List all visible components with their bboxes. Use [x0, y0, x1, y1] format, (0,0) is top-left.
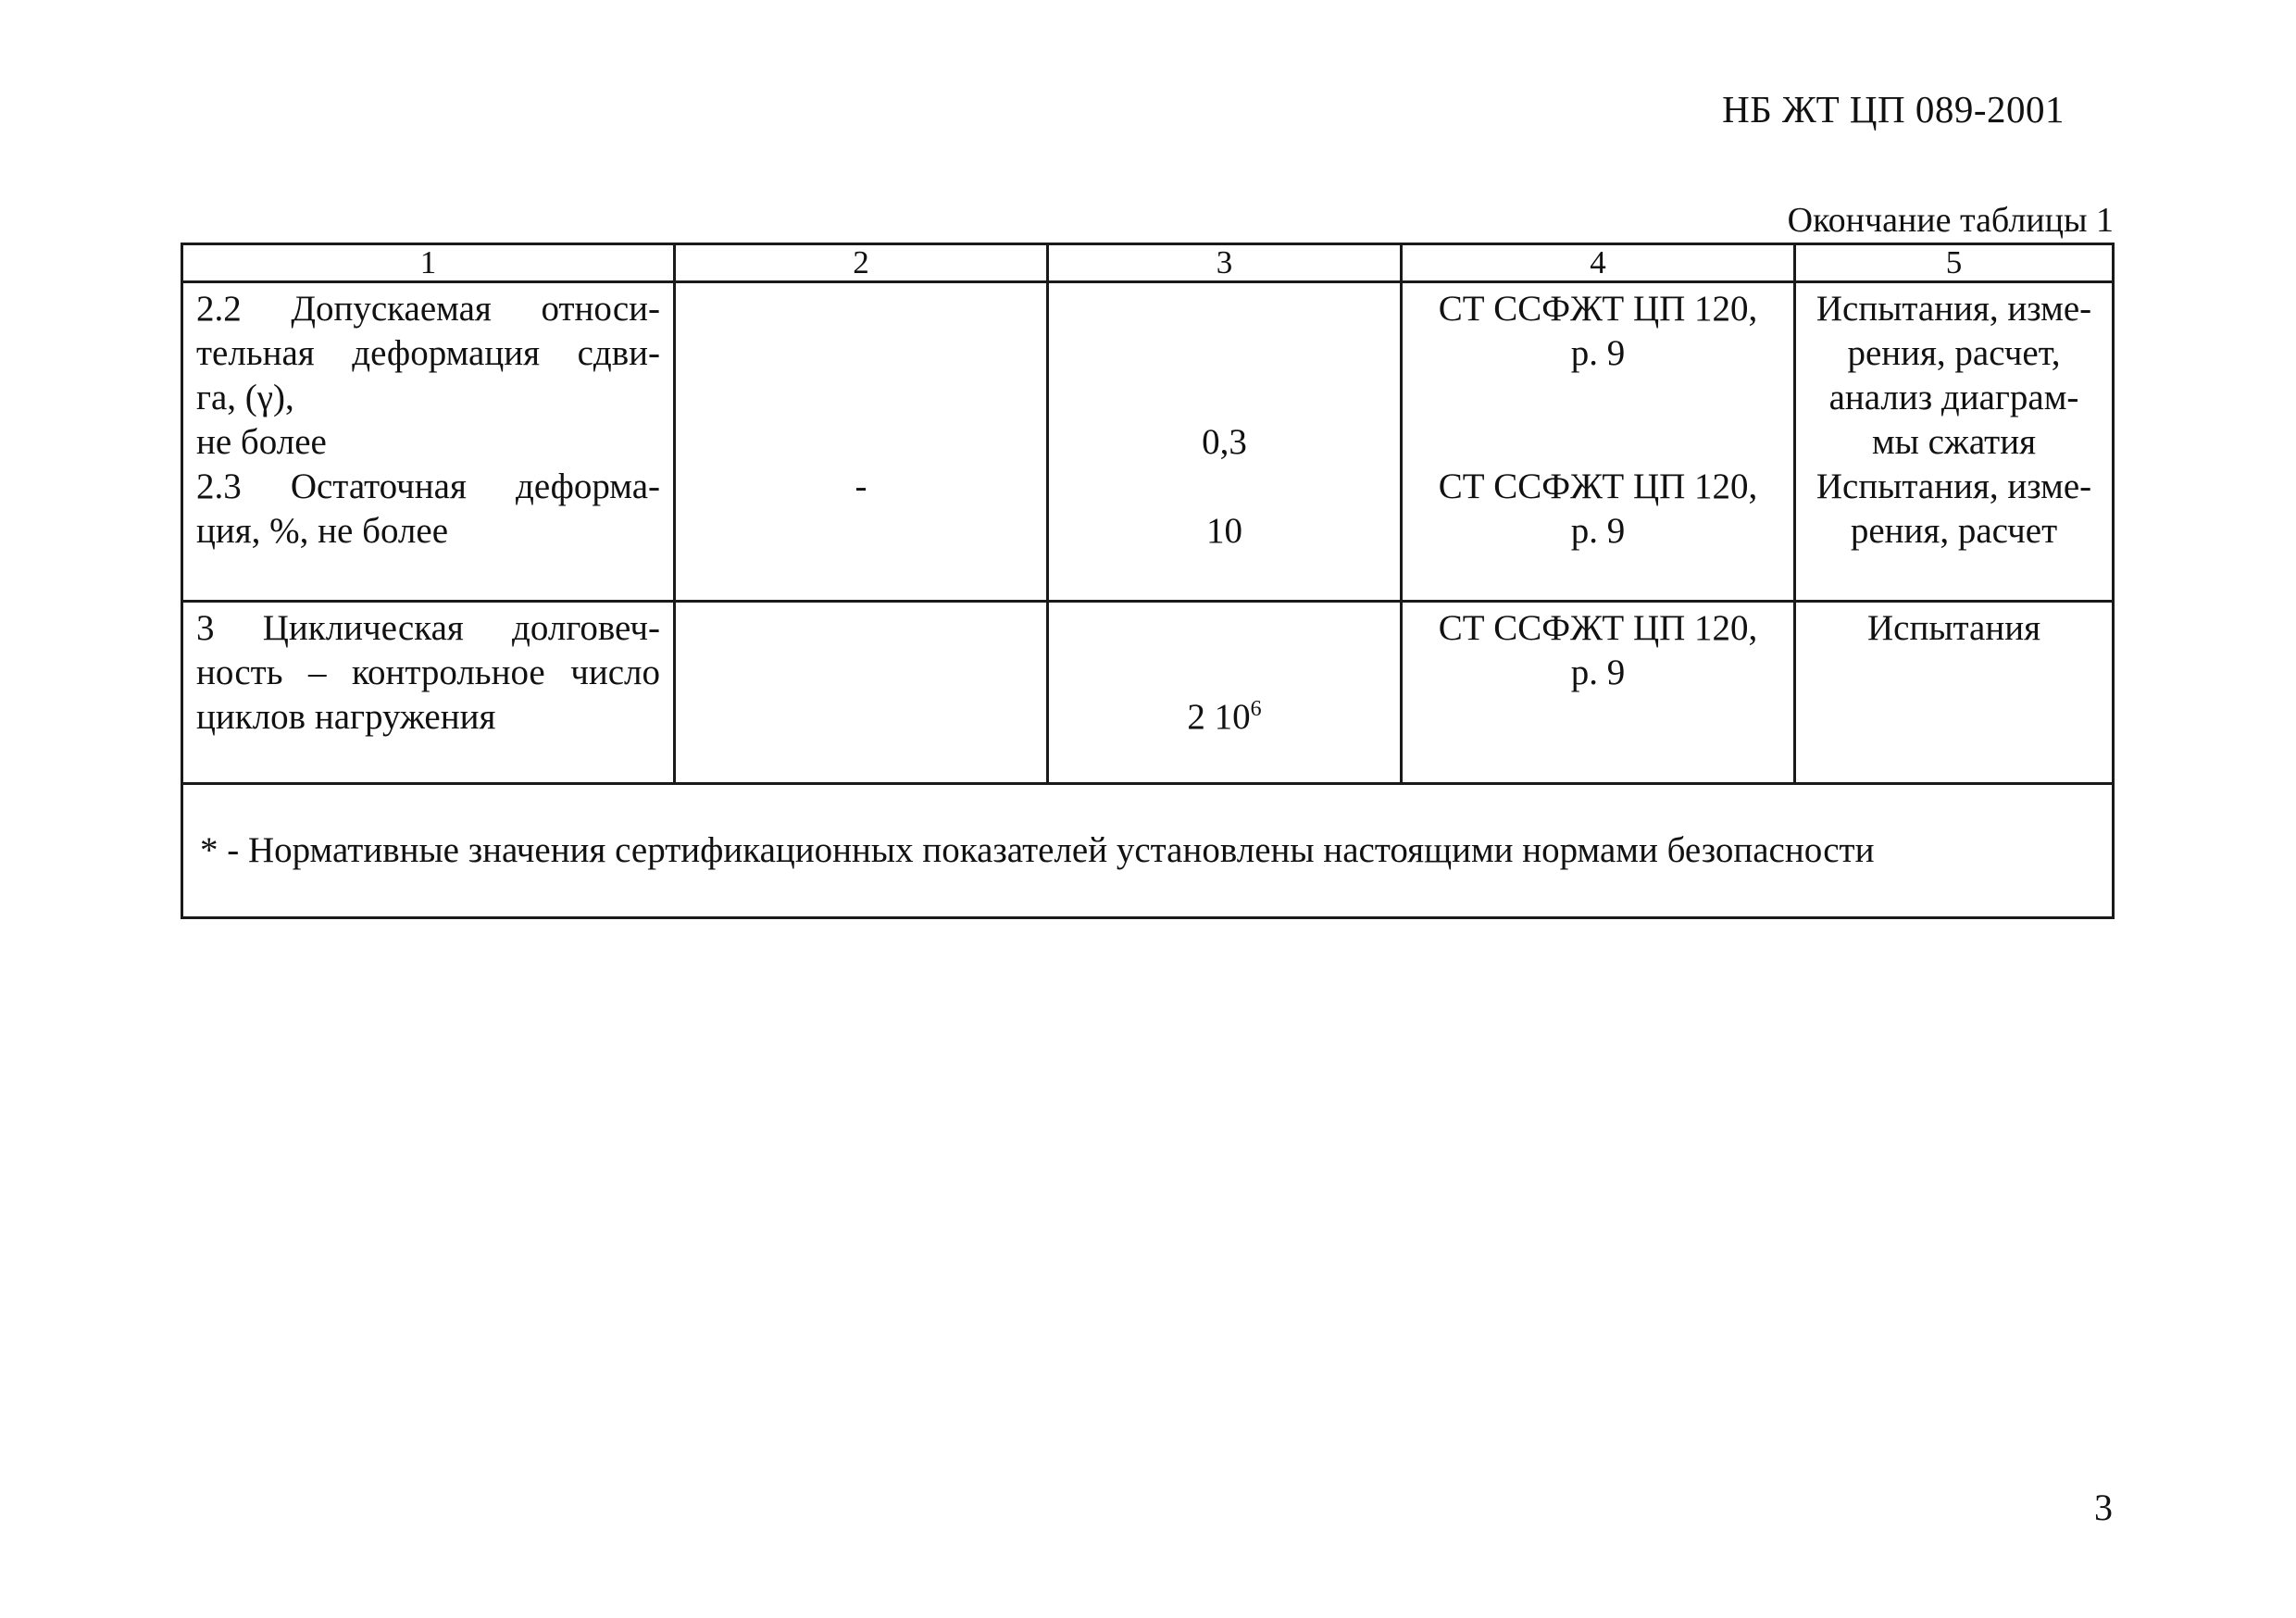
table-row-2-2-and-2-3 — [182, 282, 2114, 602]
norm-value-cell — [1048, 602, 1402, 784]
indicator-name-cell — [182, 282, 675, 602]
row-2-2-name-line-3: га, (γ), — [196, 378, 294, 417]
row-2-3-approach-line-1: Испытания, изме- — [1816, 467, 2092, 506]
test-method-cell — [1402, 602, 1795, 784]
footnote: * - Нормативные значения сертификационных показателей установлены настоящими нормами безопасности — [182, 784, 2114, 918]
table-footnote-row — [182, 784, 2114, 918]
column-number-5: 5 — [1795, 244, 2114, 282]
row-2-2-method-line-2: р. 9 — [1570, 333, 1626, 373]
row-3-name-line-1: 3 Циклическая долговеч- — [196, 608, 660, 648]
spacer — [1416, 376, 1780, 420]
row-3-approach: Испытания — [1866, 608, 2041, 648]
row-3-name-line-2: ность – контрольное число — [196, 653, 660, 692]
column-number-4: 4 — [1402, 244, 1795, 282]
table-header-row — [182, 244, 2114, 282]
spacer — [1416, 420, 1780, 465]
row-2-2-approach-line-4: мы сжатия — [1871, 422, 2037, 462]
row-2-3-method-line-2: р. 9 — [1570, 511, 1626, 551]
requirements-table — [181, 243, 2115, 919]
verification-approach-cell — [1795, 282, 2114, 602]
row-3-name-line-3: циклов нагружения — [196, 697, 496, 737]
test-method-cell — [1402, 282, 1795, 602]
table-caption: Окончание таблицы 1 — [1787, 201, 2114, 240]
document-code: НБ ЖТ ЦП 089-2001 — [1722, 88, 2065, 131]
row-2-3-value: 10 — [1206, 511, 1242, 551]
row-2-2-name-line-1: 2.2 Допускаемая относи- — [196, 289, 660, 329]
normative-doc-cell-empty — [675, 602, 1048, 784]
column-number-3: 3 — [1048, 244, 1402, 282]
dash-value: - — [855, 467, 867, 506]
row-2-3-name-line-1: 2.3 Остаточная деформа- — [196, 467, 660, 506]
table-row-3 — [182, 602, 2114, 784]
row-3-value — [1049, 695, 1400, 740]
row-2-2-approach-line-1: Испытания, изме- — [1816, 289, 2092, 329]
normative-doc-cell — [675, 282, 1048, 602]
column-number-1: 1 — [182, 244, 675, 282]
row-2-2-name-line-4: не более — [196, 422, 327, 462]
row-3-value-exponent: 6 — [1250, 697, 1262, 721]
row-3-method-line-1: СТ ССФЖТ ЦП 120, — [1438, 608, 1758, 648]
row-3-value-base: 2 10 — [1187, 697, 1251, 737]
verification-approach-cell — [1795, 602, 2114, 784]
row-3-method-line-2: р. 9 — [1570, 653, 1626, 692]
row-2-3-approach-line-2: рения, расчет — [1850, 511, 2058, 551]
row-2-2-approach-line-3: анализ диаграм- — [1828, 378, 2079, 417]
column-number-2: 2 — [675, 244, 1048, 282]
row-2-2-name-line-2: тельная деформация сдви- — [196, 333, 660, 373]
row-2-2-value: 0,3 — [1202, 422, 1247, 462]
row-2-3-method-line-1: СТ ССФЖТ ЦП 120, — [1438, 467, 1758, 506]
page-number: 3 — [2094, 1487, 2113, 1528]
row-2-2-method-line-1: СТ ССФЖТ ЦП 120, — [1438, 289, 1758, 329]
row-2-2-approach-line-2: рения, расчет, — [1847, 333, 2061, 373]
row-2-3-name-line-2: ция, %, не более — [196, 511, 449, 551]
indicator-name-cell — [182, 602, 675, 784]
norm-value-cell — [1048, 282, 1402, 602]
